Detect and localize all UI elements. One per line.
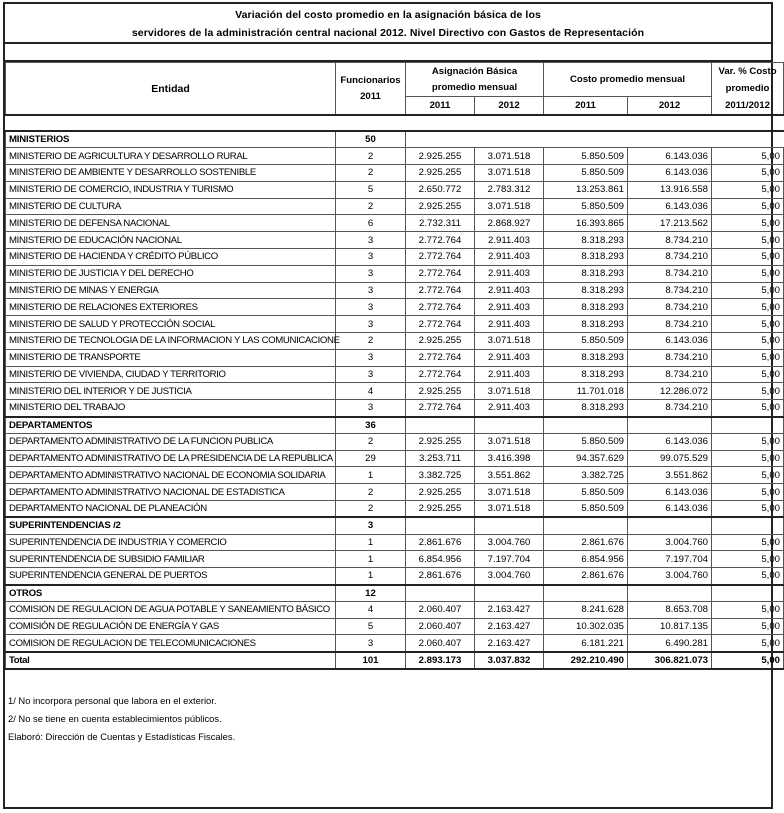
asig-2012-cell: 3.004.760 bbox=[475, 534, 544, 551]
table-row bbox=[6, 299, 784, 316]
costo-2011-cell: 5.850.509 bbox=[544, 148, 628, 165]
header-variacion-line1: Var. % Costo bbox=[718, 66, 777, 77]
costo-2011-cell: 5.850.509 bbox=[544, 484, 628, 501]
section-name: DEPARTAMENTOS bbox=[6, 417, 336, 434]
var-cell: 5,00 bbox=[712, 349, 784, 366]
asig-2011-cell: 2.925.255 bbox=[406, 383, 475, 400]
var-cell: 5,00 bbox=[712, 484, 784, 501]
var-cell: 5,00 bbox=[712, 534, 784, 551]
costo-2011-cell: 8.318.293 bbox=[544, 366, 628, 383]
asig-2011-cell: 2.925.255 bbox=[406, 198, 475, 215]
section-empty-costo-2011 bbox=[544, 417, 628, 434]
funcionarios-cell: 2 bbox=[336, 501, 406, 518]
var-cell: 5,00 bbox=[712, 316, 784, 333]
table-row bbox=[6, 400, 784, 417]
header-asig-2011: 2011 bbox=[406, 97, 475, 115]
costo-2011-cell: 2.861.676 bbox=[544, 568, 628, 585]
table-row bbox=[6, 249, 784, 266]
funcionarios-cell: 29 bbox=[336, 450, 406, 467]
funcionarios-cell: 6 bbox=[336, 215, 406, 232]
asig-2012-cell: 2.911.403 bbox=[475, 249, 544, 266]
table-row bbox=[6, 366, 784, 383]
section-empty-var bbox=[712, 517, 784, 534]
asig-2011-cell: 2.772.764 bbox=[406, 316, 475, 333]
asig-2012-cell: 3.416.398 bbox=[475, 450, 544, 467]
costo-2011-cell: 8.318.293 bbox=[544, 282, 628, 299]
header-asignacion: Asignación Básica promedio mensual bbox=[406, 63, 544, 97]
funcionarios-cell: 3 bbox=[336, 316, 406, 333]
table-row bbox=[6, 601, 784, 618]
entidad-cell: COMISIÓN DE REGULACIÓN DE ENERGÍA Y GAS bbox=[6, 618, 336, 635]
var-cell: 5,00 bbox=[712, 601, 784, 618]
var-cell: 5,00 bbox=[712, 215, 784, 232]
section-total-funcionarios: 3 bbox=[336, 517, 406, 534]
footnote-2: 2/ No se tiene en cuenta establecimientos públicos. bbox=[8, 712, 222, 724]
costo-2011-cell: 6.181.221 bbox=[544, 635, 628, 652]
table-row bbox=[6, 484, 784, 501]
table-row bbox=[6, 333, 784, 350]
asig-2012-cell: 7.197.704 bbox=[475, 551, 544, 568]
asig-2011-cell: 2.772.764 bbox=[406, 366, 475, 383]
costo-2012-cell: 7.197.704 bbox=[628, 551, 712, 568]
costo-2011-cell: 11.701.018 bbox=[544, 383, 628, 400]
section-total-funcionarios: 36 bbox=[336, 417, 406, 434]
costo-2011-cell: 8.241.628 bbox=[544, 601, 628, 618]
funcionarios-cell: 1 bbox=[336, 551, 406, 568]
entidad-cell: MINISTERIO DE MINAS Y ENERGIA bbox=[6, 282, 336, 299]
costo-2011-cell: 5.850.509 bbox=[544, 165, 628, 182]
costo-2012-cell: 6.143.036 bbox=[628, 148, 712, 165]
total-asig-2011: 2.893.173 bbox=[406, 652, 475, 669]
table-row bbox=[6, 165, 784, 182]
section-empty-costo-2012 bbox=[628, 131, 712, 148]
costo-2012-cell: 8.734.210 bbox=[628, 349, 712, 366]
table-row bbox=[6, 433, 784, 450]
total-costo-2011: 292.210.490 bbox=[544, 652, 628, 669]
asig-2012-cell: 3.004.760 bbox=[475, 568, 544, 585]
asig-2011-cell: 3.253.711 bbox=[406, 450, 475, 467]
entidad-cell: DEPARTAMENTO ADMINISTRATIVO DE LA FUNCION PUBLICA bbox=[6, 433, 336, 450]
header-funcionarios: Funcionarios 2011 bbox=[336, 63, 406, 116]
section-empty-asig-2011 bbox=[406, 131, 475, 148]
table-row bbox=[6, 316, 784, 333]
asig-2012-cell: 3.071.518 bbox=[475, 383, 544, 400]
costo-2012-cell: 8.734.210 bbox=[628, 282, 712, 299]
table-row bbox=[6, 618, 784, 635]
section-empty-asig-2011 bbox=[406, 517, 475, 534]
costo-2011-cell: 16.393.865 bbox=[544, 215, 628, 232]
entidad-cell: MINISTERIO DE COMERCIO, INDUSTRIA Y TURISMO bbox=[6, 181, 336, 198]
table-row bbox=[6, 282, 784, 299]
footnote-source: Elaboró: Dirección de Cuentas y Estadísticas Fiscales. bbox=[8, 730, 236, 742]
var-cell: 5,00 bbox=[712, 433, 784, 450]
asig-2011-cell: 3.382.725 bbox=[406, 467, 475, 484]
asig-2011-cell: 2.772.764 bbox=[406, 400, 475, 417]
header-entidad: Entidad bbox=[6, 63, 336, 116]
header-costo-2011: 2011 bbox=[544, 97, 628, 115]
asig-2011-cell: 2.772.764 bbox=[406, 299, 475, 316]
section-header-row bbox=[6, 517, 784, 534]
asig-2011-cell: 2.772.764 bbox=[406, 282, 475, 299]
asig-2012-cell: 2.911.403 bbox=[475, 366, 544, 383]
asig-2012-cell: 3.071.518 bbox=[475, 501, 544, 518]
header-costo: Costo promedio mensual bbox=[544, 63, 712, 97]
costo-2011-cell: 5.850.509 bbox=[544, 433, 628, 450]
var-cell: 5,00 bbox=[712, 198, 784, 215]
table-row bbox=[6, 467, 784, 484]
funcionarios-cell: 2 bbox=[336, 484, 406, 501]
asig-2012-cell: 2.911.403 bbox=[475, 232, 544, 249]
asig-2012-cell: 3.071.518 bbox=[475, 484, 544, 501]
section-header-row bbox=[6, 417, 784, 434]
total-funcionarios: 101 bbox=[336, 652, 406, 669]
asig-2012-cell: 2.911.403 bbox=[475, 299, 544, 316]
asig-2012-cell: 2.911.403 bbox=[475, 316, 544, 333]
var-cell: 5,00 bbox=[712, 299, 784, 316]
var-cell: 5,00 bbox=[712, 366, 784, 383]
funcionarios-cell: 2 bbox=[336, 148, 406, 165]
asig-2011-cell: 2.861.676 bbox=[406, 534, 475, 551]
funcionarios-cell: 4 bbox=[336, 383, 406, 400]
var-cell: 5,00 bbox=[712, 282, 784, 299]
costo-2011-cell: 13.253.861 bbox=[544, 181, 628, 198]
funcionarios-cell: 3 bbox=[336, 299, 406, 316]
costo-2011-cell: 94.357.629 bbox=[544, 450, 628, 467]
asig-2011-cell: 2.772.764 bbox=[406, 265, 475, 282]
costo-2012-cell: 8.653.708 bbox=[628, 601, 712, 618]
funcionarios-cell: 2 bbox=[336, 165, 406, 182]
funcionarios-cell: 3 bbox=[336, 249, 406, 266]
costo-2012-cell: 6.143.036 bbox=[628, 484, 712, 501]
total-row bbox=[6, 652, 784, 669]
entidad-cell: DEPARTAMENTO NACIONAL DE PLANEACIÓN bbox=[6, 501, 336, 518]
footnotes bbox=[5, 670, 771, 746]
section-empty-costo-2011 bbox=[544, 131, 628, 148]
costo-2012-cell: 12.286.072 bbox=[628, 383, 712, 400]
table-row bbox=[6, 551, 784, 568]
section-empty-var bbox=[712, 131, 784, 148]
header-variacion bbox=[712, 63, 784, 116]
funcionarios-cell: 3 bbox=[336, 349, 406, 366]
var-cell: 5,00 bbox=[712, 467, 784, 484]
funcionarios-cell: 3 bbox=[336, 635, 406, 652]
funcionarios-cell: 2 bbox=[336, 198, 406, 215]
table-row bbox=[6, 198, 784, 215]
costo-2012-cell: 8.734.210 bbox=[628, 299, 712, 316]
header-variacion-line3: 2011/2012 bbox=[725, 100, 770, 111]
table-row bbox=[6, 265, 784, 282]
section-total-funcionarios: 50 bbox=[336, 131, 406, 148]
asig-2012-cell: 3.071.518 bbox=[475, 148, 544, 165]
asig-2011-cell: 2.925.255 bbox=[406, 165, 475, 182]
section-empty-var bbox=[712, 417, 784, 434]
section-empty-asig-2011 bbox=[406, 585, 475, 602]
var-cell: 5,00 bbox=[712, 232, 784, 249]
table-row bbox=[6, 232, 784, 249]
var-cell: 5,00 bbox=[712, 400, 784, 417]
costo-2011-cell: 2.861.676 bbox=[544, 534, 628, 551]
section-name: SUPERINTENDENCIAS /2 bbox=[6, 517, 336, 534]
funcionarios-cell: 3 bbox=[336, 265, 406, 282]
costo-2011-cell: 5.850.509 bbox=[544, 198, 628, 215]
asig-2011-cell: 2.925.255 bbox=[406, 148, 475, 165]
asig-2012-cell: 3.071.518 bbox=[475, 433, 544, 450]
entidad-cell: MINISTERIO DE SALUD Y PROTECCIÓN SOCIAL bbox=[6, 316, 336, 333]
costo-2012-cell: 3.004.760 bbox=[628, 534, 712, 551]
table-row bbox=[6, 349, 784, 366]
costo-2012-cell: 8.734.210 bbox=[628, 265, 712, 282]
costo-2012-cell: 6.143.036 bbox=[628, 198, 712, 215]
entidad-cell: MINISTERIO DEL INTERIOR Y DE JUSTICIA bbox=[6, 383, 336, 400]
table-row bbox=[6, 215, 784, 232]
costo-2012-cell: 17.213.562 bbox=[628, 215, 712, 232]
entidad-cell: DEPARTAMENTO ADMINISTRATIVO NACIONAL DE ECONOMIA SOLIDARIA bbox=[6, 467, 336, 484]
costo-2012-cell: 8.734.210 bbox=[628, 316, 712, 333]
table-body bbox=[6, 131, 784, 669]
costo-2011-cell: 3.382.725 bbox=[544, 467, 628, 484]
asig-2011-cell: 2.060.407 bbox=[406, 601, 475, 618]
entidad-cell: SUPERINTENDENCIA GENERAL DE PUERTOS bbox=[6, 568, 336, 585]
table-row bbox=[6, 148, 784, 165]
header-variacion-line2: promedio bbox=[725, 83, 770, 94]
entidad-cell: MINISTERIO DE EDUCACIÓN NACIONAL bbox=[6, 232, 336, 249]
report-sheet bbox=[3, 2, 781, 809]
entidad-cell: COMISION DE REGULACION DE AGUA POTABLE Y SANEAMIENTO BÁSICO bbox=[6, 601, 336, 618]
costo-2011-cell: 5.850.509 bbox=[544, 333, 628, 350]
section-empty-asig-2012 bbox=[475, 417, 544, 434]
asig-2012-cell: 2.911.403 bbox=[475, 282, 544, 299]
var-cell: 5,00 bbox=[712, 450, 784, 467]
header-costo-2012: 2012 bbox=[628, 97, 712, 115]
asig-2012-cell: 3.071.518 bbox=[475, 198, 544, 215]
asig-2011-cell: 2.060.407 bbox=[406, 618, 475, 635]
entidad-cell: MINISTERIO DE DEFENSA NACIONAL bbox=[6, 215, 336, 232]
entidad-cell: MINISTERIO DE CULTURA bbox=[6, 198, 336, 215]
costo-2012-cell: 6.490.281 bbox=[628, 635, 712, 652]
report-title bbox=[5, 4, 771, 44]
var-cell: 5,00 bbox=[712, 635, 784, 652]
var-cell: 5,00 bbox=[712, 249, 784, 266]
entidad-cell: MINISTERIO DE AMBIENTE Y DESARROLLO SOSTENIBLE bbox=[6, 165, 336, 182]
total-var: 5,00 bbox=[712, 652, 784, 669]
section-empty-costo-2011 bbox=[544, 517, 628, 534]
asig-2011-cell: 2.650.772 bbox=[406, 181, 475, 198]
total-label: Total bbox=[6, 652, 336, 669]
table-row bbox=[6, 568, 784, 585]
costo-2012-cell: 3.004.760 bbox=[628, 568, 712, 585]
entidad-cell: DEPARTAMENTO ADMINISTRATIVO DE LA PRESIDENCIA DE LA REPUBLICA bbox=[6, 450, 336, 467]
asig-2011-cell: 2.772.764 bbox=[406, 249, 475, 266]
asig-2011-cell: 2.772.764 bbox=[406, 232, 475, 249]
entidad-cell: MINISTERIO DEL TRABAJO bbox=[6, 400, 336, 417]
var-cell: 5,00 bbox=[712, 165, 784, 182]
entidad-cell: MINISTERIO DE AGRICULTURA Y DESARROLLO RURAL bbox=[6, 148, 336, 165]
costo-2012-cell: 8.734.210 bbox=[628, 400, 712, 417]
table-row bbox=[6, 383, 784, 400]
entidad-cell: MINISTERIO DE TRANSPORTE bbox=[6, 349, 336, 366]
section-empty-asig-2011 bbox=[406, 417, 475, 434]
asig-2012-cell: 2.911.403 bbox=[475, 349, 544, 366]
entidad-cell: SUPERINTENDENCIA DE INDUSTRIA Y COMERCIO bbox=[6, 534, 336, 551]
costo-2012-cell: 99.075.529 bbox=[628, 450, 712, 467]
costo-2012-cell: 3.551.862 bbox=[628, 467, 712, 484]
costo-2012-cell: 10.817.135 bbox=[628, 618, 712, 635]
footnote-1: 1/ No incorpora personal que labora en el exterior. bbox=[8, 694, 217, 706]
section-empty-var bbox=[712, 585, 784, 602]
section-empty-costo-2012 bbox=[628, 517, 712, 534]
costo-2011-cell: 8.318.293 bbox=[544, 400, 628, 417]
costo-2011-cell: 5.850.509 bbox=[544, 501, 628, 518]
asig-2011-cell: 2.925.255 bbox=[406, 501, 475, 518]
entidad-cell: COMISION DE REGULACION DE TELECOMUNICACIONES bbox=[6, 635, 336, 652]
entidad-cell: MINISTERIO DE JUSTICIA Y DEL DERECHO bbox=[6, 265, 336, 282]
costo-2011-cell: 8.318.293 bbox=[544, 316, 628, 333]
asig-2012-cell: 3.071.518 bbox=[475, 165, 544, 182]
section-empty-asig-2012 bbox=[475, 131, 544, 148]
asig-2012-cell: 2.783.312 bbox=[475, 181, 544, 198]
funcionarios-cell: 1 bbox=[336, 467, 406, 484]
costo-2011-cell: 8.318.293 bbox=[544, 349, 628, 366]
var-cell: 5,00 bbox=[712, 148, 784, 165]
section-header-row bbox=[6, 585, 784, 602]
costo-2012-cell: 8.734.210 bbox=[628, 366, 712, 383]
var-cell: 5,00 bbox=[712, 568, 784, 585]
costo-2012-cell: 6.143.036 bbox=[628, 433, 712, 450]
asig-2012-cell: 3.071.518 bbox=[475, 333, 544, 350]
section-empty-asig-2012 bbox=[475, 517, 544, 534]
asig-2011-cell: 2.861.676 bbox=[406, 568, 475, 585]
costo-2012-cell: 6.143.036 bbox=[628, 501, 712, 518]
section-empty-costo-2012 bbox=[628, 417, 712, 434]
asig-2012-cell: 2.163.427 bbox=[475, 618, 544, 635]
funcionarios-cell: 2 bbox=[336, 433, 406, 450]
funcionarios-cell: 2 bbox=[336, 333, 406, 350]
entidad-cell: MINISTERIO DE RELACIONES EXTERIORES bbox=[6, 299, 336, 316]
entidad-cell: MINISTERIO DE HACIENDA Y CRÉDITO PÚBLICO bbox=[6, 249, 336, 266]
section-name: OTROS bbox=[6, 585, 336, 602]
funcionarios-cell: 3 bbox=[336, 400, 406, 417]
asig-2012-cell: 2.868.927 bbox=[475, 215, 544, 232]
section-empty-costo-2012 bbox=[628, 585, 712, 602]
funcionarios-cell: 5 bbox=[336, 181, 406, 198]
table-row bbox=[6, 181, 784, 198]
table-row bbox=[6, 450, 784, 467]
costo-2012-cell: 6.143.036 bbox=[628, 333, 712, 350]
asig-2011-cell: 2.925.255 bbox=[406, 433, 475, 450]
costo-2012-cell: 8.734.210 bbox=[628, 232, 712, 249]
section-total-funcionarios: 12 bbox=[336, 585, 406, 602]
title-line-1: Variación del costo promedio en la asignación básica de los bbox=[235, 9, 541, 21]
spacer-row bbox=[5, 44, 771, 62]
blank-row bbox=[6, 115, 784, 131]
costo-2012-cell: 13.916.558 bbox=[628, 181, 712, 198]
table-row bbox=[6, 635, 784, 652]
var-cell: 5,00 bbox=[712, 383, 784, 400]
asig-2011-cell: 2.060.407 bbox=[406, 635, 475, 652]
total-costo-2012: 306.821.073 bbox=[628, 652, 712, 669]
entidad-cell: SUPERINTENDENCIA DE SUBSIDIO FAMILIAR bbox=[6, 551, 336, 568]
table-row bbox=[6, 501, 784, 518]
var-cell: 5,00 bbox=[712, 265, 784, 282]
costo-2011-cell: 8.318.293 bbox=[544, 299, 628, 316]
costo-2012-cell: 8.734.210 bbox=[628, 249, 712, 266]
asig-2012-cell: 2.911.403 bbox=[475, 265, 544, 282]
funcionarios-cell: 1 bbox=[336, 568, 406, 585]
asig-2011-cell: 2.925.255 bbox=[406, 333, 475, 350]
costo-2011-cell: 8.318.293 bbox=[544, 232, 628, 249]
section-header-row bbox=[6, 131, 784, 148]
asig-2012-cell: 2.163.427 bbox=[475, 635, 544, 652]
asig-2012-cell: 2.911.403 bbox=[475, 400, 544, 417]
title-line-2: servidores de la administración central nacional 2012. Nivel Directivo con Gastos de Representación bbox=[131, 27, 645, 39]
section-empty-costo-2011 bbox=[544, 585, 628, 602]
table-row bbox=[6, 534, 784, 551]
funcionarios-cell: 3 bbox=[336, 282, 406, 299]
funcionarios-cell: 1 bbox=[336, 534, 406, 551]
costo-2011-cell: 8.318.293 bbox=[544, 249, 628, 266]
entidad-cell: MINISTERIO DE TECNOLOGIA DE LA INFORMACION Y LAS COMUNICACIONE bbox=[6, 333, 336, 350]
asig-2012-cell: 2.163.427 bbox=[475, 601, 544, 618]
section-empty-asig-2012 bbox=[475, 585, 544, 602]
total-asig-2012: 3.037.832 bbox=[475, 652, 544, 669]
header-asig-2012: 2012 bbox=[475, 97, 544, 115]
asig-2011-cell: 2.772.764 bbox=[406, 349, 475, 366]
cost-table bbox=[5, 62, 784, 670]
var-cell: 5,00 bbox=[712, 501, 784, 518]
var-cell: 5,00 bbox=[712, 618, 784, 635]
entidad-cell: MINISTERIO DE VIVIENDA, CIUDAD Y TERRITORIO bbox=[6, 366, 336, 383]
funcionarios-cell: 3 bbox=[336, 366, 406, 383]
asig-2012-cell: 3.551.862 bbox=[475, 467, 544, 484]
asig-2011-cell: 2.925.255 bbox=[406, 484, 475, 501]
entidad-cell: DEPARTAMENTO ADMINISTRATIVO NACIONAL DE ESTADISTICA bbox=[6, 484, 336, 501]
costo-2011-cell: 8.318.293 bbox=[544, 265, 628, 282]
costo-2011-cell: 6.854.956 bbox=[544, 551, 628, 568]
var-cell: 5,00 bbox=[712, 181, 784, 198]
funcionarios-cell: 4 bbox=[336, 601, 406, 618]
var-cell: 5,00 bbox=[712, 333, 784, 350]
asig-2011-cell: 6.854.956 bbox=[406, 551, 475, 568]
costo-2011-cell: 10.302.035 bbox=[544, 618, 628, 635]
section-name: MINISTERIOS bbox=[6, 131, 336, 148]
funcionarios-cell: 5 bbox=[336, 618, 406, 635]
asig-2011-cell: 2.732.311 bbox=[406, 215, 475, 232]
costo-2012-cell: 6.143.036 bbox=[628, 165, 712, 182]
var-cell: 5,00 bbox=[712, 551, 784, 568]
funcionarios-cell: 3 bbox=[336, 232, 406, 249]
